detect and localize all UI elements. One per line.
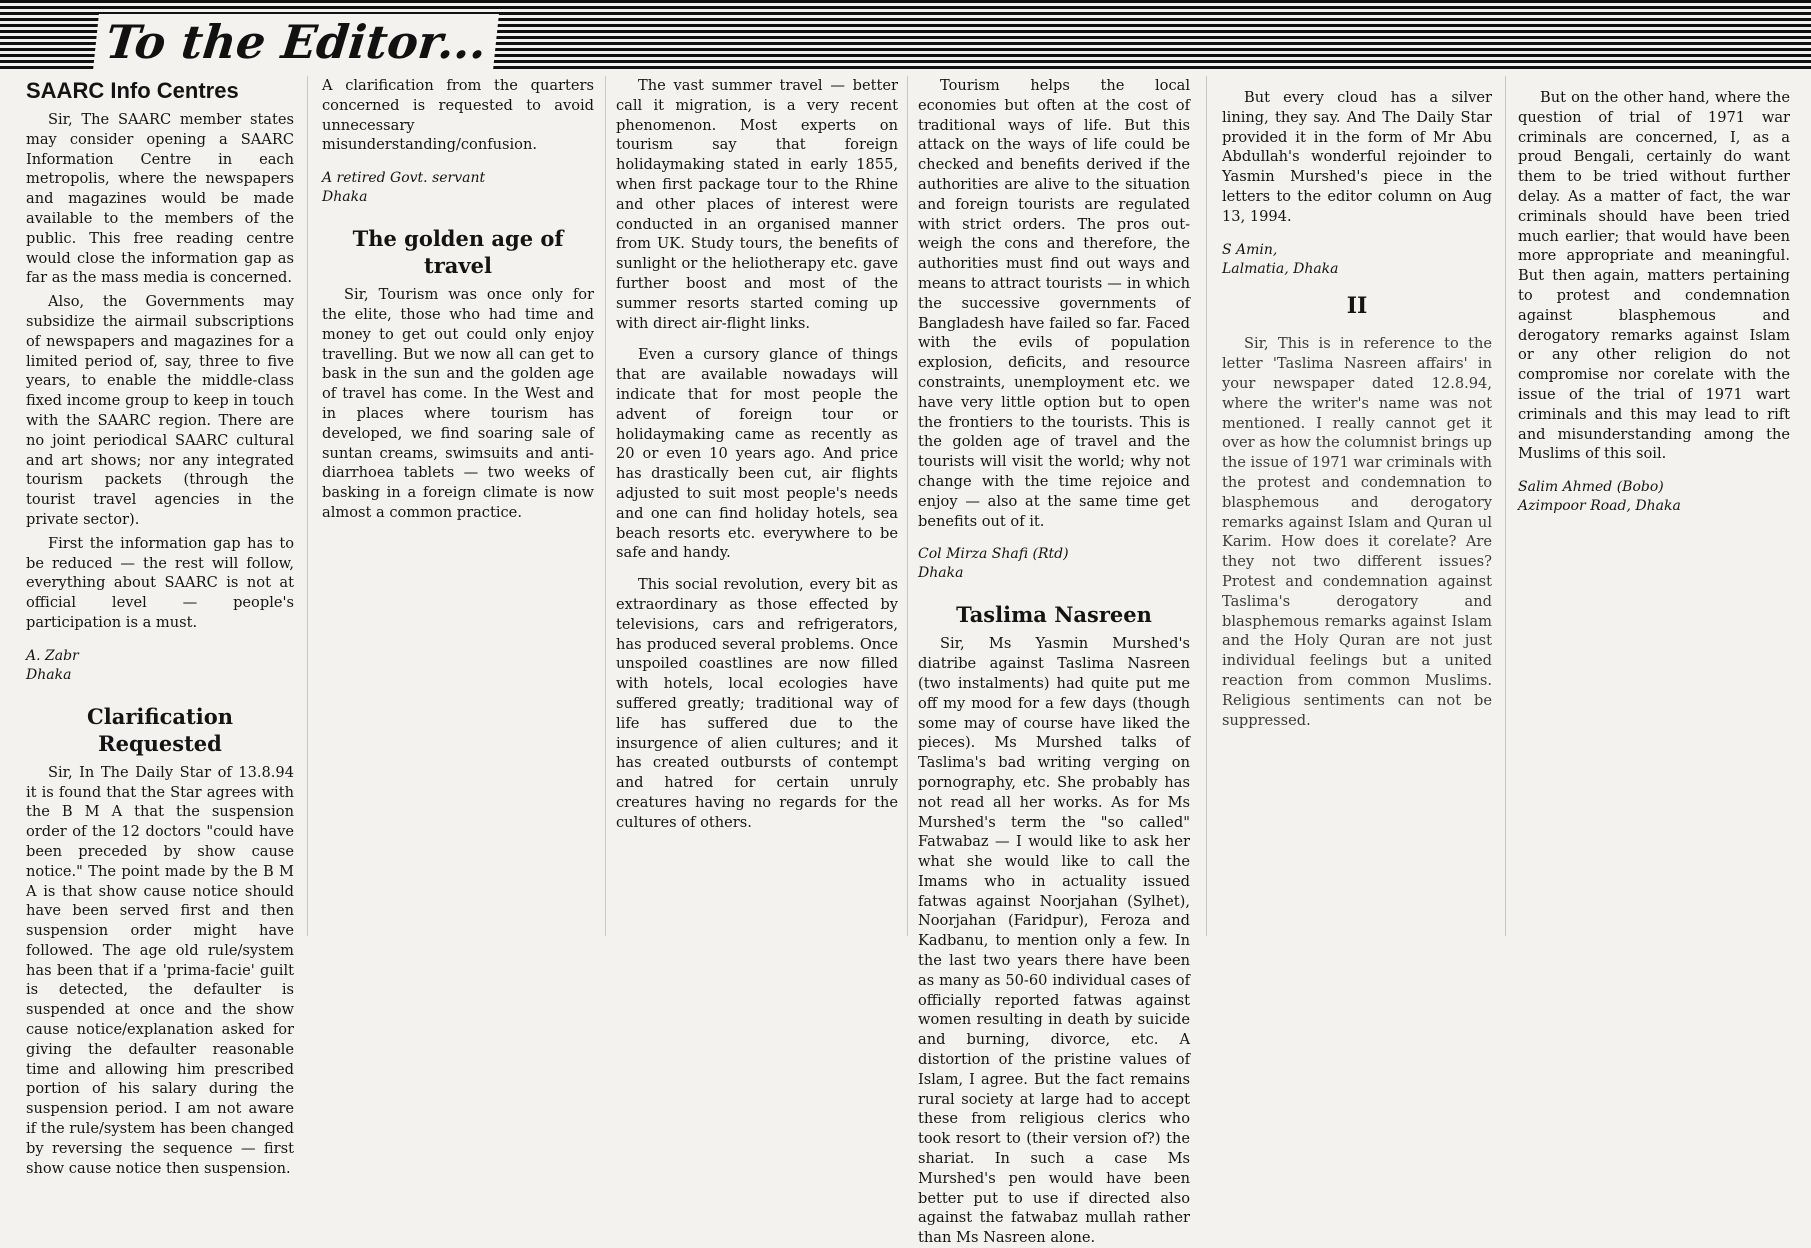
letter-paragraph: Sir, Ms Yasmin Murshed's diatribe against Taslima Nasreen (two instalments) had quite put me off my mood for a few days (though some may of course have liked the pieces). Ms Murshed talks of Taslima's bad writing verging on pornography, etc. She probably has not read all her works. As for Ms Murshed's term the "so called" Fatwabaz — I would like to ask her what she would like to call the Imams who in actuality issued fatwas against Noorjahan (Sylhet), Noorjahan (Faridpur), Feroza and Kadbanu, to mention only a few. In the last two years there have been as many as 50-60 individual cases of officially reported fatwas against women resulting in death by suicide and burning, divorce, etc. A distortion of the pristine values of Islam, I agree. But the fact remains rural society at large had to accept these from religious clerics who took resort to (their version of?) the shariat. In such a case Ms Murshed's pen would have been better put to use if directed also against the fatwabaz mullah rather than Ms Nasreen alone. xyxy=(918,635,1190,1247)
signature-name: Col Mirza Shafi (Rtd) xyxy=(918,546,1069,563)
part-numeral: II xyxy=(1346,292,1368,319)
letter-paragraph: A clarification from the quarters concerned is requested to avoid unnecessary misunderstanding/confusion. xyxy=(322,77,594,154)
column-divider xyxy=(307,76,308,936)
letter-signature xyxy=(1518,478,1790,516)
letter-heading-golden-age: The golden age of travel xyxy=(352,226,564,279)
letter-paragraph: Even a cursory glance of things that are available nowadays will indicate that for most people the advent of foreign tour or holidaymaking came as recently as 20 or even 10 years ago. And price has drastically been cut, air flights adjusted to suit most people's needs and one can find holiday hotels, sea beach resorts etc. everywhere to be safe and handy. xyxy=(616,346,898,562)
column-divider xyxy=(907,76,908,936)
column-4 xyxy=(918,76,1190,1247)
column-divider xyxy=(1206,76,1207,936)
letter-paragraph: But on the other hand, where the question of trial of 1971 war criminals are concerned, I, as a proud Bengali, certainly do want them to be tried without further delay. As a matter of fact, the war criminals should have been tried much earlier; that would have been more appropriate and meaningful. But then again, matters pertaining to protest and condemnation against blasphemous and derogatory remarks against Islam or any other religion do not compromise nor corelate with the issue of the trial of 1971 wart criminals and this may lead to rift and misunderstanding among the Muslims of this soil. xyxy=(1518,89,1790,463)
letter-paragraph: The vast summer travel — better call it migration, is a very recent phenomenon. Most experts on tourism say that foreign holidaymaking stated in early 1855, when first package tour to the Rhine and other places of interest were conducted in an organised manner from UK. Study tours, the benefits of sunlight or the heliotherapy etc. gave further boost and most of the summer resorts started coming up with direct air-flight links. xyxy=(616,77,898,332)
letter-heading-taslima: Taslima Nasreen xyxy=(956,602,1152,628)
signature-place: Dhaka xyxy=(918,565,964,582)
letter-signature xyxy=(26,647,294,685)
letter-paragraph: Sir, Tourism was once only for the elite, those who had time and money to get out could only enjoy travelling. But we now all can get to bask in the sun and the golden age of travel has come. In the West and in places where tourism has developed, we find soaring sale of suntan creams, swimsuits and anti-diarrhoea tablets — two weeks of basking in a foreign climate is now almost a common practice. xyxy=(322,286,594,521)
letter-signature xyxy=(322,169,594,207)
letter-signature xyxy=(1222,241,1492,279)
letter-heading-saarc: SAARC Info Centres xyxy=(26,78,239,103)
column-divider xyxy=(1505,76,1506,936)
masthead-banner xyxy=(0,0,1811,72)
letter-paragraph: Sir, This is in reference to the letter 'Taslima Nasreen affairs' in your newspaper dated 12.8.94, where the writer's name was not mentioned. I really cannot get it over as how the columnist brings up the issue of 1971 war criminals with the protest and condemnation to blasphemous and derogatory remarks against Islam and Quran ul Karim. How does it corelate? Are they not two different issues? Protest and condemnation against Taslima's derogatory and blasphemous remarks against Islam and the Holy Quran are not just individual feelings but a united reaction from common Muslims. Religious sentiments can not be suppressed. xyxy=(1222,335,1492,729)
signature-name: A retired Govt. servant xyxy=(322,170,486,187)
column-1 xyxy=(26,76,294,1177)
signature-name: Salim Ahmed (Bobo) xyxy=(1518,479,1664,496)
letter-paragraph: First the information gap has to be reduced — the rest will follow, everything about SAARC is not at official level — people's participation is a must. xyxy=(26,534,294,631)
letter-paragraph: But every cloud has a silver lining, they say. And The Daily Star provided it in the form of Mr Abu Abdullah's wonderful rejoinder to Yasmin Murshed's piece in the letters to the editor column on Aug 13, 1994. xyxy=(1222,89,1492,225)
signature-name: A. Zabr xyxy=(26,647,79,664)
letter-paragraph: Also, the Governments may subsidize the airmail subscriptions of newspapers and magazines for a limited period of, say, three to five years, to enable the middle-class fixed income group to keep in touch with the SAARC region. There are no joint periodical SAARC cultural and art shows; nor any integrated tourism packets (through the tourist travel agencies in the private sector). xyxy=(26,293,294,528)
letter-signature xyxy=(918,545,1190,583)
letter-paragraph: This social revolution, every bit as extraordinary as those effected by televisions, cars and refrigerators, has produced several problems. Once unspoiled coastlines are now filled with hotels, local ecologies have suffered greatly; traditional way of life has suffered due to the insurgence of alien cultures; and it has created outbursts of contempt and hatred for certain unruly creatures having no regards for the cultures of others. xyxy=(616,576,898,831)
letter-heading-clarification: Clarification Requested xyxy=(87,703,233,756)
column-2 xyxy=(322,76,594,938)
signature-place: Lalmatia, Dhaka xyxy=(1222,260,1339,277)
column-3 xyxy=(616,76,898,938)
signature-place: Dhaka xyxy=(26,666,72,683)
letter-paragraph: Tourism helps the local economies but often at the cost of traditional ways of life. But this attack on the ways of life could be checked and benefits derived if the authorities are alive to the situation and foreign tourists are regulated with strict orders. The pros out-weigh the cons and therefore, the authorities must find out ways and means to attract tourists — in which the successive governments of Bangladesh have failed so far. Faced with the evils of population explosion, deficits, and resource constraints, unemployment etc. we have very little option but to open the frontiers to the tourists. This is the golden age of travel and the tourists will visit the world; why not change with the time rejoice and enjoy — also at the same time get benefits out of it. xyxy=(918,77,1190,530)
signature-name: S Amin, xyxy=(1222,241,1278,258)
column-divider xyxy=(605,76,606,936)
letter-paragraph: Sir, The SAARC member states may consider opening a SAARC Information Centre in each metropolis, where the newspapers and magazines would be made available to the members of the public. This free reading centre would close the information gap as far as the mass media is concerned. xyxy=(26,111,294,287)
signature-place: Dhaka xyxy=(322,189,368,206)
letter-paragraph: Sir, In The Daily Star of 13.8.94 it is found that the Star agrees with the B M A that the suspension order of the 12 doctors "could have been preceded by show cause notice." The point made by the B M A is that show cause notice should have been served first and then suspension order might have followed. The age old rule/system has been that if a 'prima-facie' guilt is detected, the defaulter is suspended at once and the show cause notice/explanation asked for giving the defaulter reasonable time and allowing him prescribed portion of his salary during the suspension period. I am not aware if the rule/system has been changed by reversing the sequence — first show cause notice then suspension. xyxy=(26,763,294,1177)
column-5 xyxy=(1222,76,1492,938)
masthead-title: To the Editor... xyxy=(93,14,499,70)
column-6 xyxy=(1518,76,1790,938)
signature-place: Azimpoor Road, Dhaka xyxy=(1518,498,1681,515)
